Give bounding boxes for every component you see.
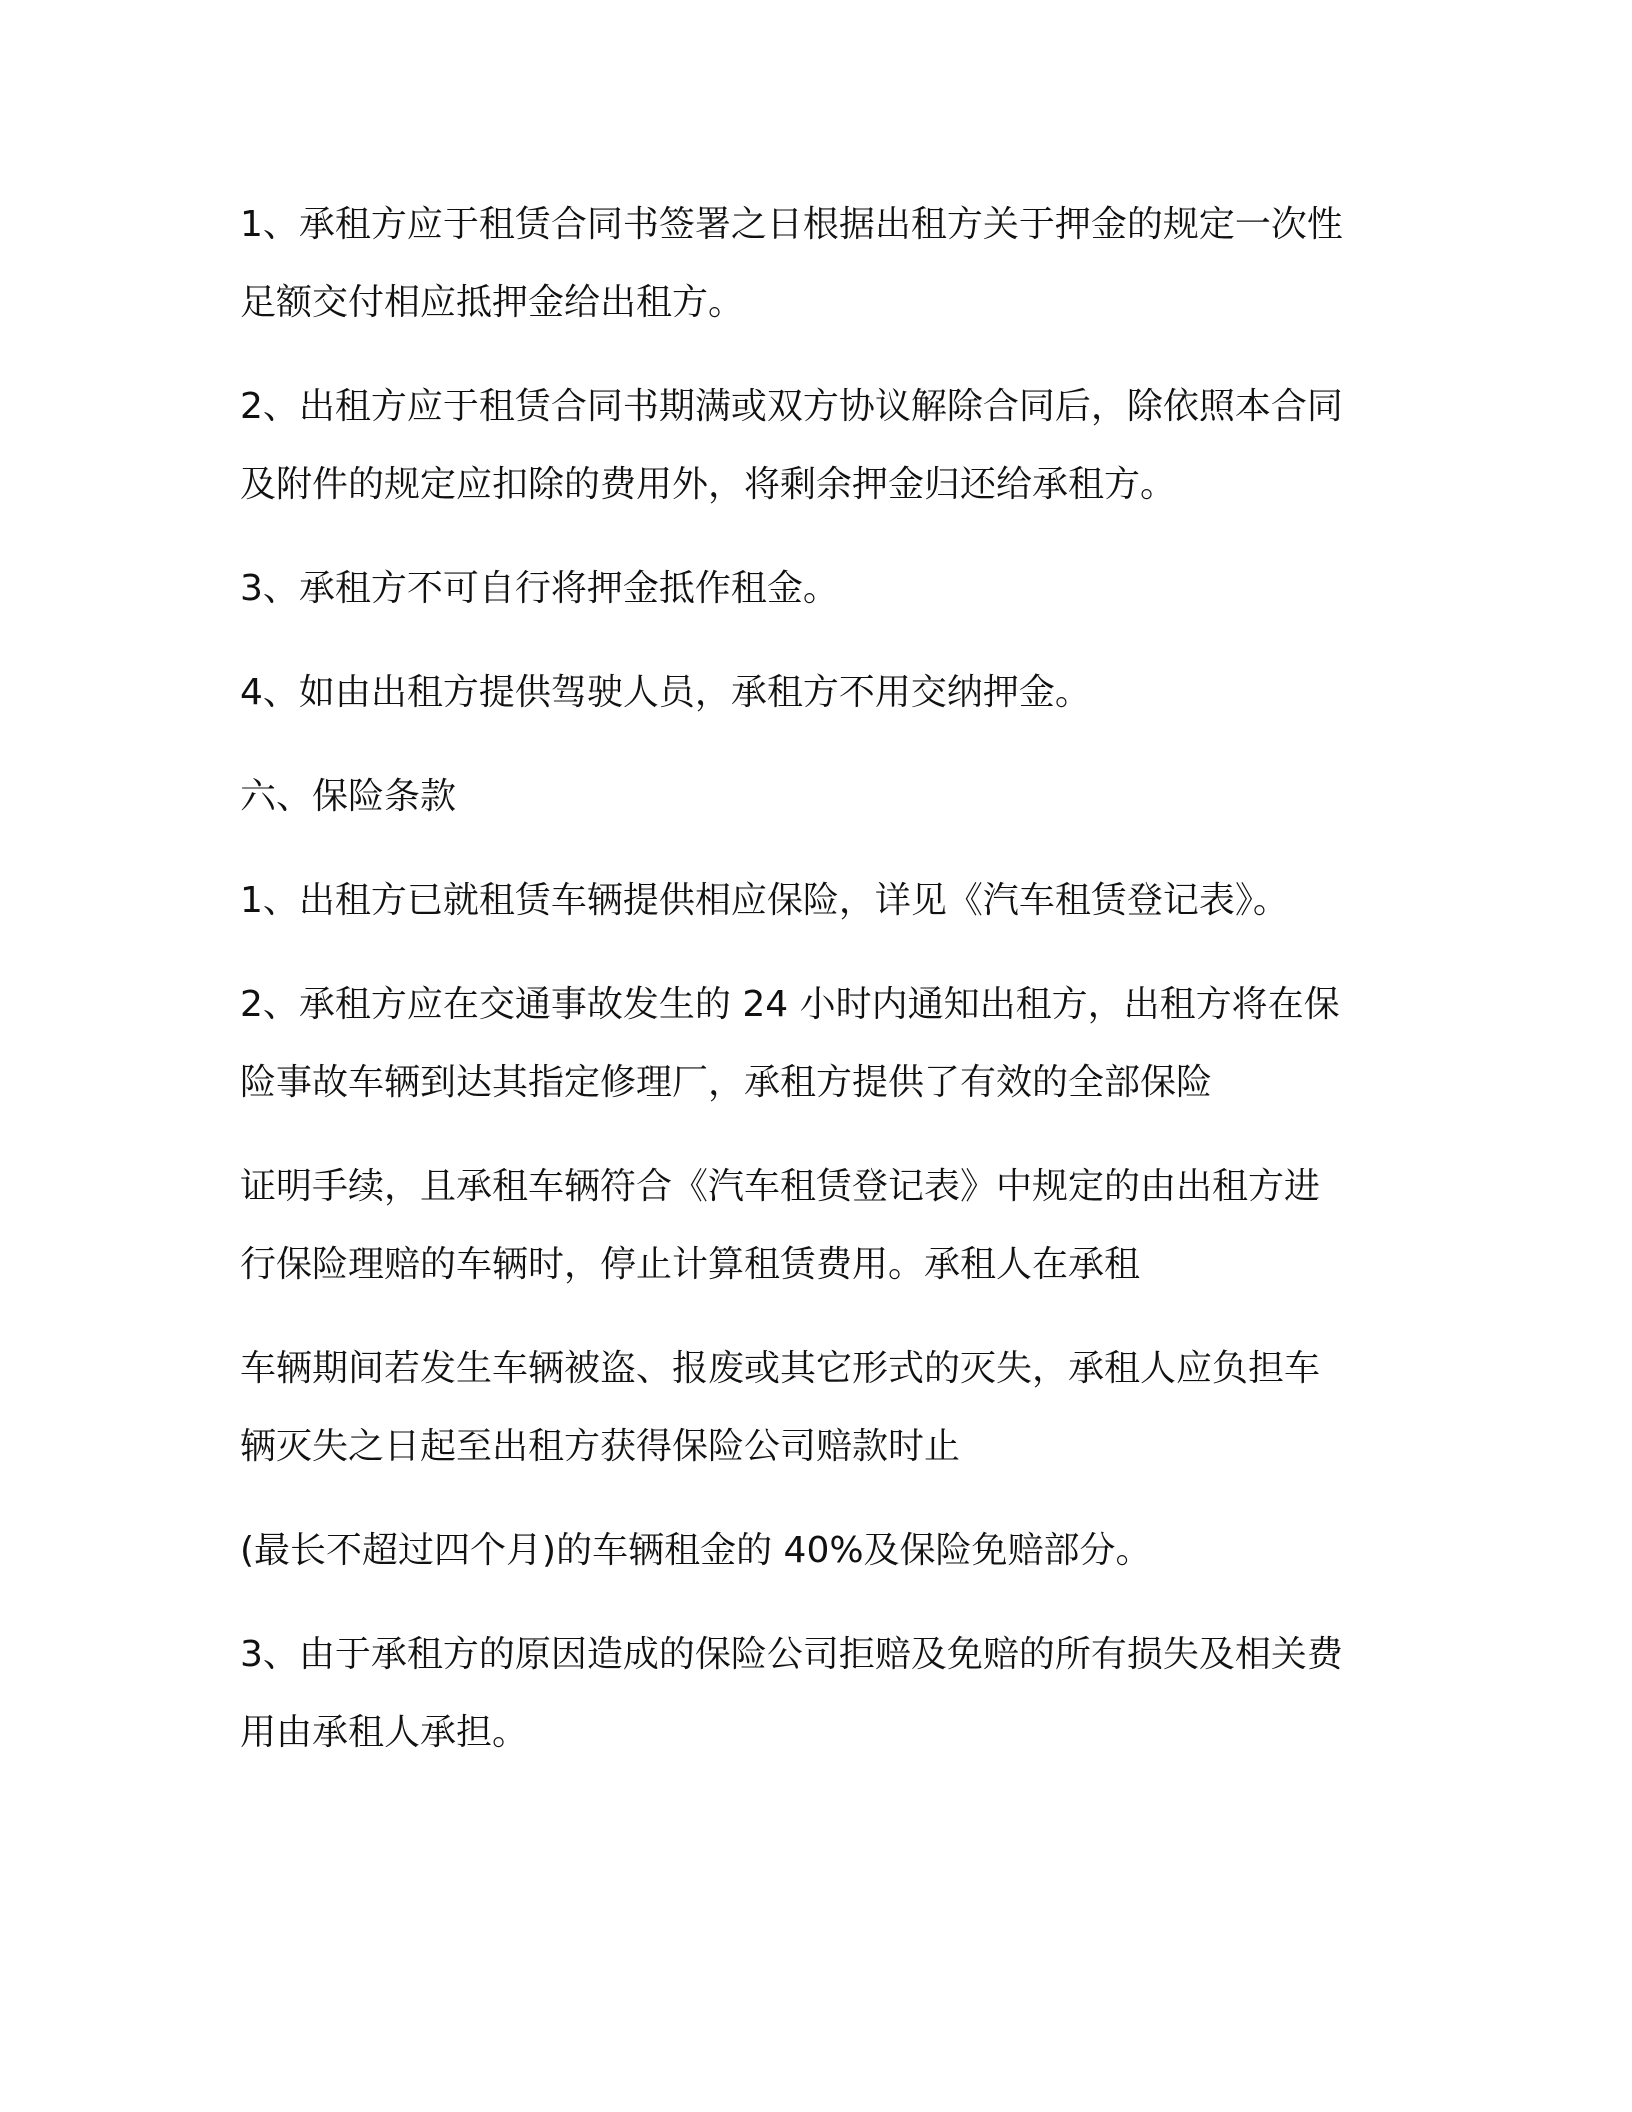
paragraph-insurance-2-cont-a: [240, 1148, 1400, 1304]
paragraph-deposit-1: [240, 186, 1400, 342]
text-line: (最长不超过四个月)的车辆租金的 40%及保险免赔部分。: [240, 1530, 1152, 1571]
paragraph-insurance-2: [240, 966, 1400, 1122]
text-line: 险事故车辆到达其指定修理厂，承租方提供了有效的全部保险: [240, 1062, 1213, 1103]
paragraph-deposit-4: [240, 654, 1400, 732]
text-line: 2、承租方应在交通事故发生的 24 小时内通知出租方，出租方将在保: [240, 984, 1340, 1025]
text-line: 辆灭失之日起至出租方获得保险公司赔款时止: [240, 1426, 961, 1467]
document-body: [240, 186, 1400, 1798]
paragraph-insurance-3: [240, 1616, 1400, 1772]
text-line: 1、承租方应于租赁合同书签署之日根据出租方关于押金的规定一次性: [240, 204, 1343, 245]
paragraph-insurance-1: [240, 862, 1400, 940]
text-line: 证明手续，且承租车辆符合《汽车租赁登记表》中规定的由出租方进: [240, 1166, 1321, 1207]
text-line: 2、出租方应于租赁合同书期满或双方协议解除合同后，除依照本合同: [240, 386, 1343, 427]
text-line: 行保险理赔的车辆时，停止计算租赁费用。承租人在承租: [240, 1244, 1141, 1285]
text-line: 足额交付相应抵押金给出租方。: [240, 282, 745, 323]
section-heading-text: 六、保险条款: [240, 776, 457, 817]
text-line: 1、出租方已就租赁车辆提供相应保险，详见《汽车租赁登记表》。: [240, 880, 1289, 921]
text-line: 车辆期间若发生车辆被盗、报废或其它形式的灭失，承租人应负担车: [240, 1348, 1321, 1389]
text-line: 及附件的规定应扣除的费用外，将剩余押金归还给承租方。: [240, 464, 1177, 505]
paragraph-insurance-2-cont-b: [240, 1330, 1400, 1486]
paragraph-insurance-2-cont-c: [240, 1512, 1400, 1590]
paragraph-deposit-2: [240, 368, 1400, 524]
text-line: 用由承租人承担。: [240, 1712, 529, 1753]
section-heading-insurance: [240, 758, 1400, 836]
paragraph-deposit-3: [240, 550, 1400, 628]
text-line: 4、如由出租方提供驾驶人员，承租方不用交纳押金。: [240, 672, 1091, 713]
text-line: 3、承租方不可自行将押金抵作租金。: [240, 568, 839, 609]
text-line: 3、由于承租方的原因造成的保险公司拒赔及免赔的所有损失及相关费: [240, 1634, 1343, 1675]
